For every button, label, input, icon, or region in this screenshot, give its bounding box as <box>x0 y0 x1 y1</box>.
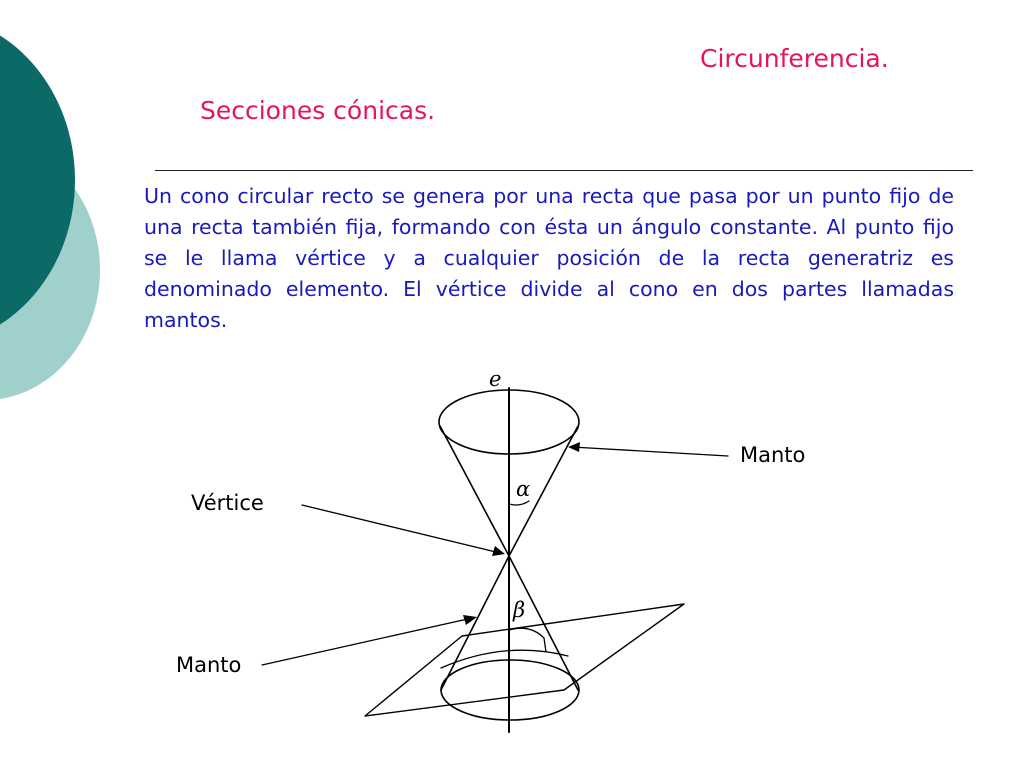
vertice-arrowhead <box>492 546 505 556</box>
beta-label: β <box>513 598 526 622</box>
alpha-label: α <box>516 477 531 501</box>
axis-label: e <box>489 367 502 391</box>
manto-top-arrowhead <box>568 442 580 452</box>
slide-title: Circunferencia. <box>700 44 889 73</box>
slide-subtitle: Secciones cónicas. <box>200 96 436 125</box>
manto-top-label: Manto <box>740 443 806 467</box>
alpha-angle-arc <box>509 501 529 505</box>
lower-nappe-right-generator <box>509 556 578 690</box>
manto-bottom-label: Manto <box>176 653 242 677</box>
vertice-pointer <box>302 505 500 553</box>
body-paragraph: Un cono circular recto se genera por una recta que pasa por un punto fijo de una recta también fija, formando con ésta un ángulo constante. Al punto fijo se le llama vértice y a cualquier posición de la recta generatriz es denominado elemento. El vértice divide al cono en dos partes llamadas mantos. <box>144 184 954 332</box>
vertice-label: Vértice <box>191 491 264 515</box>
manto-bottom-pointer <box>262 618 472 665</box>
beta-angle-arc <box>509 628 546 652</box>
manto-top-pointer <box>572 447 728 456</box>
upper-nappe-left-generator <box>440 426 509 556</box>
